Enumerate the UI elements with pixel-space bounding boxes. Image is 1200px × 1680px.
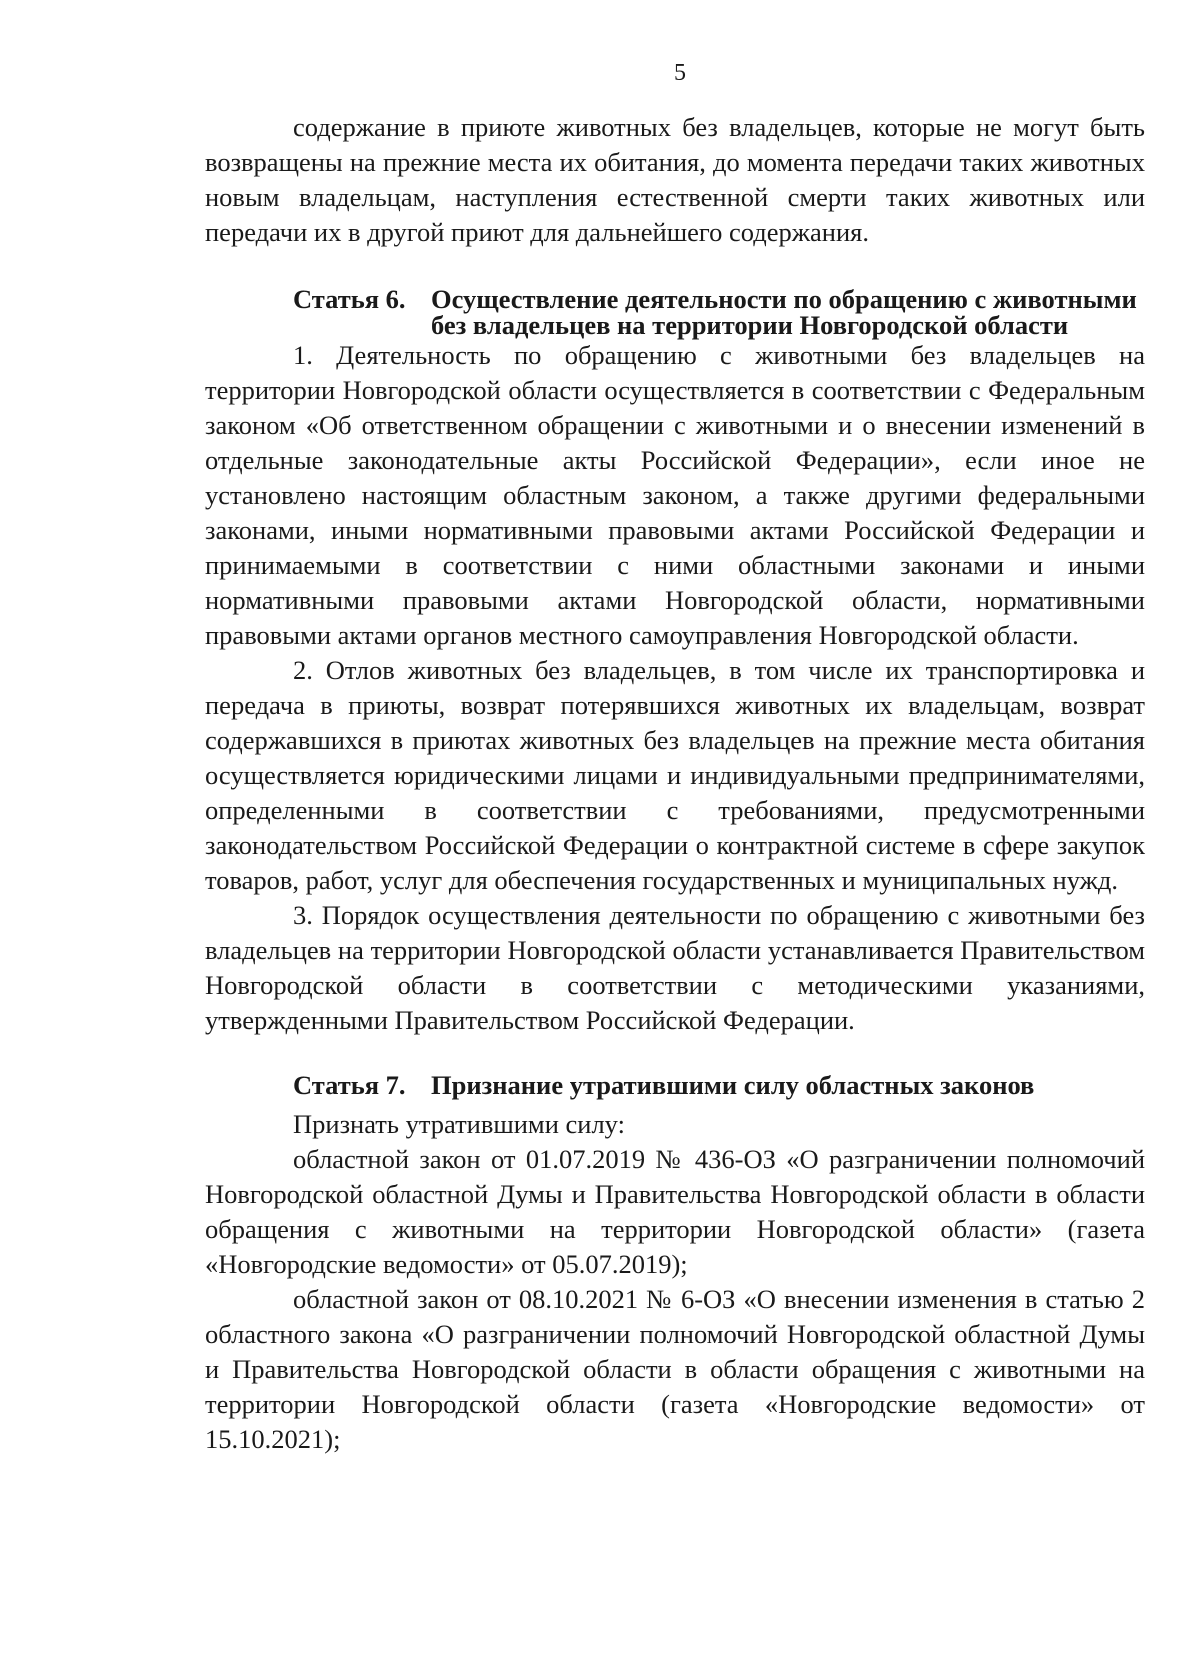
- article-6-paragraph-2: 2. Отлов животных без владельцев, в том числе их транспортировка и передача в приюты, возврат потерявшихся животных их владельцам, возврат содержавшихся в приютах животных без владельцев на прежние места обитания осуществляется юридическими лицами и индивидуальными предпринимателями, определенными в соответствии с требованиями, предусмотренными законодательством Российской Федерации о контрактной системе в сфере закупок товаров, работ, услуг для обеспечения государственных и муниципальных нужд.: [205, 655, 1145, 895]
- article-6-paragraph-3: 3. Порядок осуществления деятельности по обращению с животными без владельцев на территории Новгородской области устанавливается Правительством Новгородской области в соответствии с методическими указаниями, утвержденными Правительством Российской Федерации.: [205, 900, 1145, 1035]
- article-6-title: Осуществление деятельности по обращению с животными без владельцев на территории Новгородской области: [431, 284, 1137, 340]
- document-body: [205, 110, 1145, 1457]
- article-7-paragraph-1: Признать утратившими силу:: [293, 1109, 625, 1139]
- page-number: 5: [674, 60, 686, 86]
- article-7-paragraph-2: областной закон от 01.07.2019 № 436-ОЗ «О разграничении полномочий Новгородской областной Думы и Правительства Новгородской области в области обращения с животными на территории Новгородской области» (газета «Новгородские ведомости» от 05.07.2019);: [205, 1144, 1145, 1279]
- article-7-heading: [205, 1068, 1145, 1103]
- article-6-heading: [205, 286, 1145, 338]
- article-7-number: Статья 7.: [293, 1070, 406, 1100]
- article-7-paragraph-3: областной закон от 08.10.2021 № 6-ОЗ «О внесении изменения в статью 2 областного закона «О разграничении полномочий Новгородской областной Думы и Правительства Новгородской области в области обращения с животными на территории Новгородской области (газета «Новгородские ведомости» от 15.10.2021);: [205, 1284, 1145, 1454]
- article-6-number: Статья 6.: [293, 284, 406, 314]
- article-7-title: Признание утратившими силу областных законов: [431, 1070, 1035, 1100]
- intro-paragraph: содержание в приюте животных без владельцев, которые не могут быть возвращены на прежние места их обитания, до момента передачи таких животных новым владельцам, наступления естественной смерти таких животных или передачи их в другой приют для дальнейшего содержания.: [205, 112, 1145, 247]
- article-6-paragraph-1: 1. Деятельность по обращению с животными без владельцев на территории Новгородской области осуществляется в соответствии с Федеральным законом «Об ответственном обращении с животными и о внесении изменений в отдельные законодательные акты Российской Федерации», если иное не установлено настоящим областным законом, а также другими федеральными законами, иными нормативными правовыми актами Российской Федерации и принимаемыми в соответствии с ними областными законами и иными нормативными правовыми актами Новгородской области, нормативными правовыми актами органов местного самоуправления Новгородской области.: [205, 340, 1145, 650]
